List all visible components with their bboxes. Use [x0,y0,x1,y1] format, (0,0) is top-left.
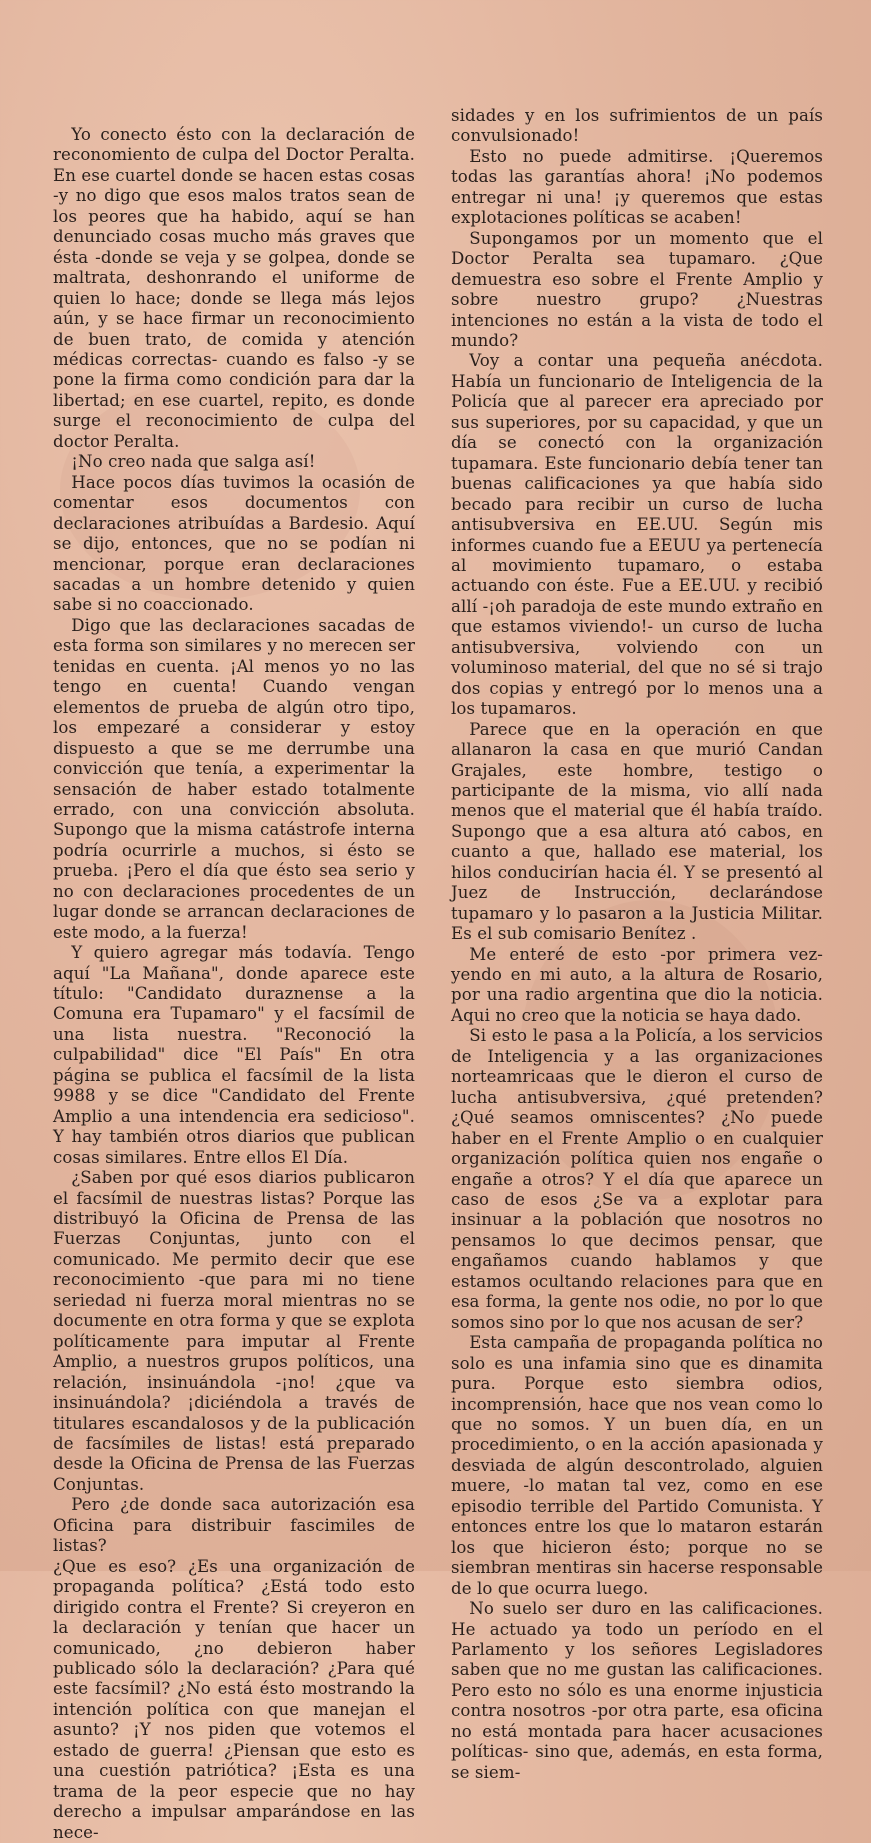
paragraph: No suelo ser duro en las calificaciones. He actuado ya todo un período en el Parlamento y los señores Legisladores saben que no me gustan las calificaciones. Pero esto no sólo es una enorme injusticia contra nosotros -por otra parte, esa oficina no está montada para hacer acusaciones políticas- sino que, además, en esta forma, se siem- [451,1599,823,1782]
paragraph: Y quiero agregar más todavía. Tengo aquí "La Mañana", donde aparece este título: "Candidato duraznense a la Comuna era Tupamaro" y el facsímil de una lista nuestra. "Reconoció la culpabilidad" dice "El País" En otra página se publica el facsímil de la lista 9988 y se dice "Candidato del Frente Amplio a una intendencia era sedicioso". Y hay también otros diarios que publican cosas similares. Entre ellos El Día. [53,943,415,1167]
paragraph: Supongamos por un momento que el Doctor Peralta sea tupamaro. ¿Que demuestra eso sobre el Frente Amplio y sobre nuestro grupo? ¿Nuestras intenciones no están a la vista de todo el mundo? [451,228,823,350]
paragraph: Si esto le pasa a la Policía, a los servicios de Inteligencia y a las organizaciones norteamricaas que le dieron el curso de lucha antisubversiva, ¿qué pretenden? ¿Qué seamos omniscentes? ¿No puede haber en el Frente Amplio o en cualquier organización política quien nos engañe o engañe a otros? Y el día que aparece un caso de esos ¿Se va a explotar para insinuar a la población que nosotros no pensamos lo que decimos pensar, que engañamos cuando hablamos y que estamos ocultando relaciones para que en esa forma, la gente nos odie, no por lo que somos sino por lo que nos acusan de ser? [451,1026,823,1332]
paragraph: Parece que en la operación en que allanaron la casa en que murió Candan Grajales, este hombre, testigo o participante de la misma, vio allí nada menos que el material que él había traído. Supongo que a esa altura ató cabos, en cuanto a que, hallado ese material, los hilos conducirían hacia él. Y se presentó al Juez de Instrucción, declarándose tupamaro y lo pasaron a la Justicia Militar. Es el sub comisario Benítez . [451,719,823,944]
paragraph: Pero ¿de donde saca autorización esa Oficina para distribuir fascimiles de listas? [53,1495,415,1556]
right-column [451,106,823,1783]
paragraph: Esta campaña de propaganda política no solo es una infamia sino que es dinamita pura. Porque esto siembra odios, incomprensión, hace que nos vean como lo que no somos. Y un buen día, en un procedimiento, o en la acción apasionada y desviada de algún descontrolado, alguien muere, -lo matan tal vez, como en ese episodio terrible del Partido Comunista. Y entonces entre los que lo mataron estarán los que hicieron ésto; porque no se siembran mentiras sin hacerse responsable de lo que ocurra luego. [451,1333,823,1598]
paragraph: ¿Saben por qué esos diarios publicaron el facsímil de nuestras listas? Porque las distribuyó la Oficina de Prensa de las Fuerzas Conjuntas, junto con el comunicado. Me permito decir que ese reconocimiento -que para mi no tiene seriedad ni fuerza moral mientras no se documente en otra forma y que se explota políticamente para imputar al Frente Amplio, a nuestros grupos políticos, una relación, insinuándola -¡no! ¿que va insinuándola? ¡diciéndola a través de titulares escandalosos y de la publicación de facsímiles de listas! está preparado desde la Oficina de Prensa de las Fuerzas Conjuntas. [53,1168,415,1494]
paragraph: Digo que las declaraciones sacadas de esta forma son similares y no merecen ser tenidas en cuenta. ¡Al menos yo no las tengo en cuenta! Cuando vengan elementos de prueba de algún otro tipo, los empezaré a considerar y estoy dispuesto a que se me derrumbe una convicción que tenía, a experimentar la sensación de haber estado totalmente errado, con una convicción absoluta. Supongo que la misma catástrofe interna podría ocurrirle a muchos, si ésto se prueba. ¡Pero el día que ésto sea serio y no con declaraciones procedentes de un lugar donde se arrancan declaraciones de este modo, a la fuerza! [53,615,415,942]
left-column [53,125,415,1843]
paragraph: ¡No creo nada que salga así! [71,452,316,472]
paragraph: Me enteré de esto -por primera vez- yendo en mi auto, a la altura de Rosario, por una radio argentina que dio la noticia. Aqui no creo que la noticia se haya dado. [451,944,823,1025]
paragraph: Esto no puede admitirse. ¡Queremos todas las garantías ahora! ¡No podemos entregar ni una! ¡y queremos que estas explotaciones políticas se acaben! [451,146,823,228]
paragraph: ¿Que es eso? ¿Es una organización de propaganda política? ¿Está todo esto dirigido contra el Frente? Si creyeron en la declaración y tenían que hacer un comunicado, ¿no debieron haber publicado sólo la declaración? ¿Para qué este facsímil? ¿No está ésto mostrando la intención política con que manejan el asunto? ¡Y nos piden que votemos el estado de guerra! ¿Piensan que esto es una cuestión patriótica? ¡Esta es una trama de la peor especie que no hay derecho a impulsar amparándose en las nece- [53,1556,415,1842]
paragraph: sidades y en los sufrimientos de un país convulsionado! [451,106,823,146]
paragraph: Yo conecto ésto con la declaración de reconomiento de culpa del Doctor Peralta. En ese cuartel donde se hacen estas cosas -y no digo que esos malos tratos sean de los peores que ha habido, aquí se han denunciado cosas mucho más graves que ésta -donde se veja y se golpea, donde se maltrata, deshonrando el uniforme de quien lo hace; donde se llega más lejos aún, y se hace firmar un reconocimiento de buen trato, de comida y atención médicas correctas- cuando es falso -y se pone la firma como condición para dar la libertad; en ese cuartel, repito, es donde surge el reconocimiento de culpa del doctor Peralta. [53,125,415,451]
paragraph: Hace pocos días tuvimos la ocasión de comentar esos documentos con declaraciones atribuídas a Bardesio. Aquí se dijo, entonces, que no se podían ni mencionar, porque eran declaraciones sacadas a un hombre detenido y quien sabe si no coaccionado. [53,472,415,615]
paragraph: Voy a contar una pequeña anécdota. Había un funcionario de Inteligencia de la Policía que al parecer era apreciado por sus superiores, por su capacidad, y que un día se conectó con la organización tupamara. Este funcionario debía tener tan buenas calificaciones ya que había sido becado para recibir un curso de lucha antisubversiva en EE.UU. Según mis informes cuando fue a EEUU ya pertenecía al movimiento tupamaro, o estaba actuando con éste. Fue a EE.UU. y recibió allí -¡oh paradoja de este mundo extraño en que estamos viviendo!- un curso de lucha antisubversiva, volviendo con un voluminoso material, del que no sé si trajo dos copias y entregó por lo menos una a los tupamaros. [451,351,823,719]
